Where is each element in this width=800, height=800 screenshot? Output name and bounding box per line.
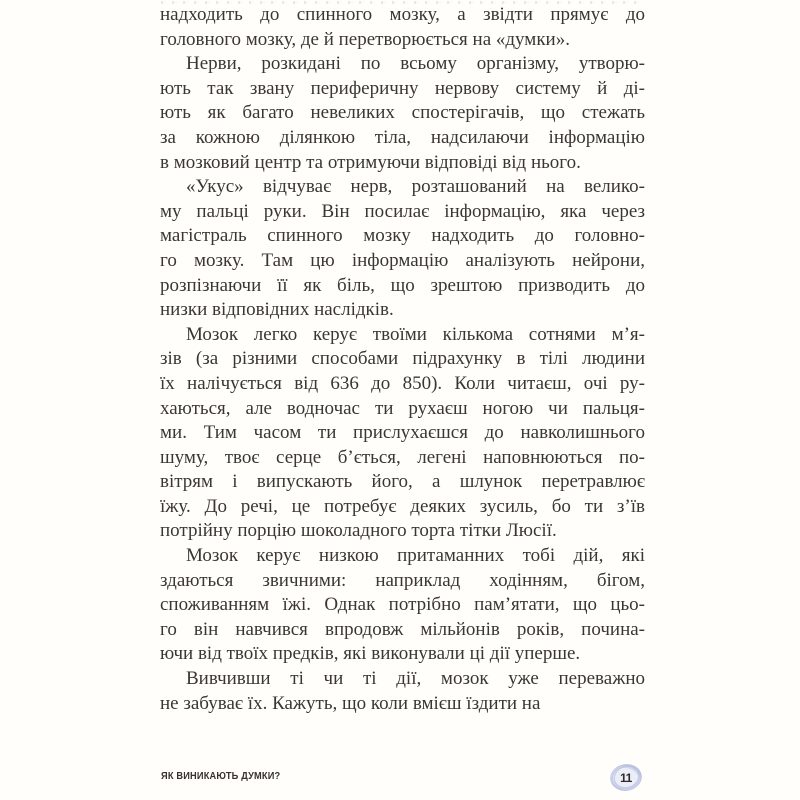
text-line: Мозок керує низкою притаманних тобі дій, які [186,545,645,567]
text-line: їх налічується від 636 до 850). Коли читаєш, очі ру- [160,372,645,394]
text-line: Нерви, розкидані по всьому організму, утворю- [186,53,645,75]
paragraph [160,323,645,544]
text-line: вітрям і випускають його, а шлунок перетравлює [160,471,645,493]
text-line: ють так звану периферичну нервову систему й ді- [160,77,645,99]
text-line: му пальці руки. Він посилає інформацію, яка через [160,200,645,222]
text-line: магістраль спинного мозку надходить до головно- [160,225,645,247]
text-line: за кожною ділянкою тіла, надсилаючи інформацію [160,126,645,148]
text-line: го мозку. Там цю інформацію аналізують нейрони, [160,249,645,271]
text-line: ми. Тим часом ти прислухаєшся до навколишнього [160,422,645,444]
text-line: здаються звичними: наприклад ходінням, бігом, [160,569,645,591]
text-line: го він навчився впродовж мільйонів років, почина- [160,618,645,640]
page-number: 11 [620,771,632,785]
footer-running-title: ЯК ВИНИКАЮТЬ ДУМКИ? [161,770,281,782]
text-line: зів (за різними способами підрахунку в тілі людини [160,348,645,370]
text-line: потрійну порцію шоколадного торта тітки Люсії. [160,520,557,542]
text-line: низки відповідних наслідків. [160,299,394,321]
paragraph [160,667,645,716]
paragraph [160,3,645,52]
text-line: головного мозку, де й перетворюється на «думки». [160,28,570,50]
text-line: розпізнаючи її як біль, що зрештою призводить до [160,274,645,296]
text-line: хаються, але водночас ти рухаєш ногою чи пальця- [160,397,645,419]
text-line: «Укус» відчуває нерв, розташований на велико- [186,176,645,198]
text-block [160,3,645,716]
text-line: Вивчивши ті чи ті дії, мозок уже переважно [186,668,645,690]
text-line: їжу. До речі, це потребує деяких зусиль, бо ти з’їв [160,495,645,517]
paragraph [160,544,645,667]
text-line: в мозковий центр та отримуючи відповіді від нього. [160,151,581,173]
paragraph [160,175,645,323]
text-line: Мозок легко керує твоїми кількома сотнями м’я- [186,323,645,345]
scribble-circle-icon [608,762,644,794]
page-number-badge [608,762,644,794]
text-line: шуму, твоє серце б’ється, легені наповнюються по- [160,446,645,468]
text-line: споживанням їжі. Однак потрібно пам’ятати, що цьо- [160,594,645,616]
text-line: ють як багато невеликих спостерігачів, що стежать [160,102,645,124]
text-line: ючи від твоїх предків, які виконували ці дії уперше. [160,643,581,665]
text-line: надходить до спинного мозку, а звідти прямує до [160,4,645,25]
paragraph [160,52,645,175]
text-line: не забуває їх. Кажуть, що коли вмієш їздити на [160,692,541,714]
